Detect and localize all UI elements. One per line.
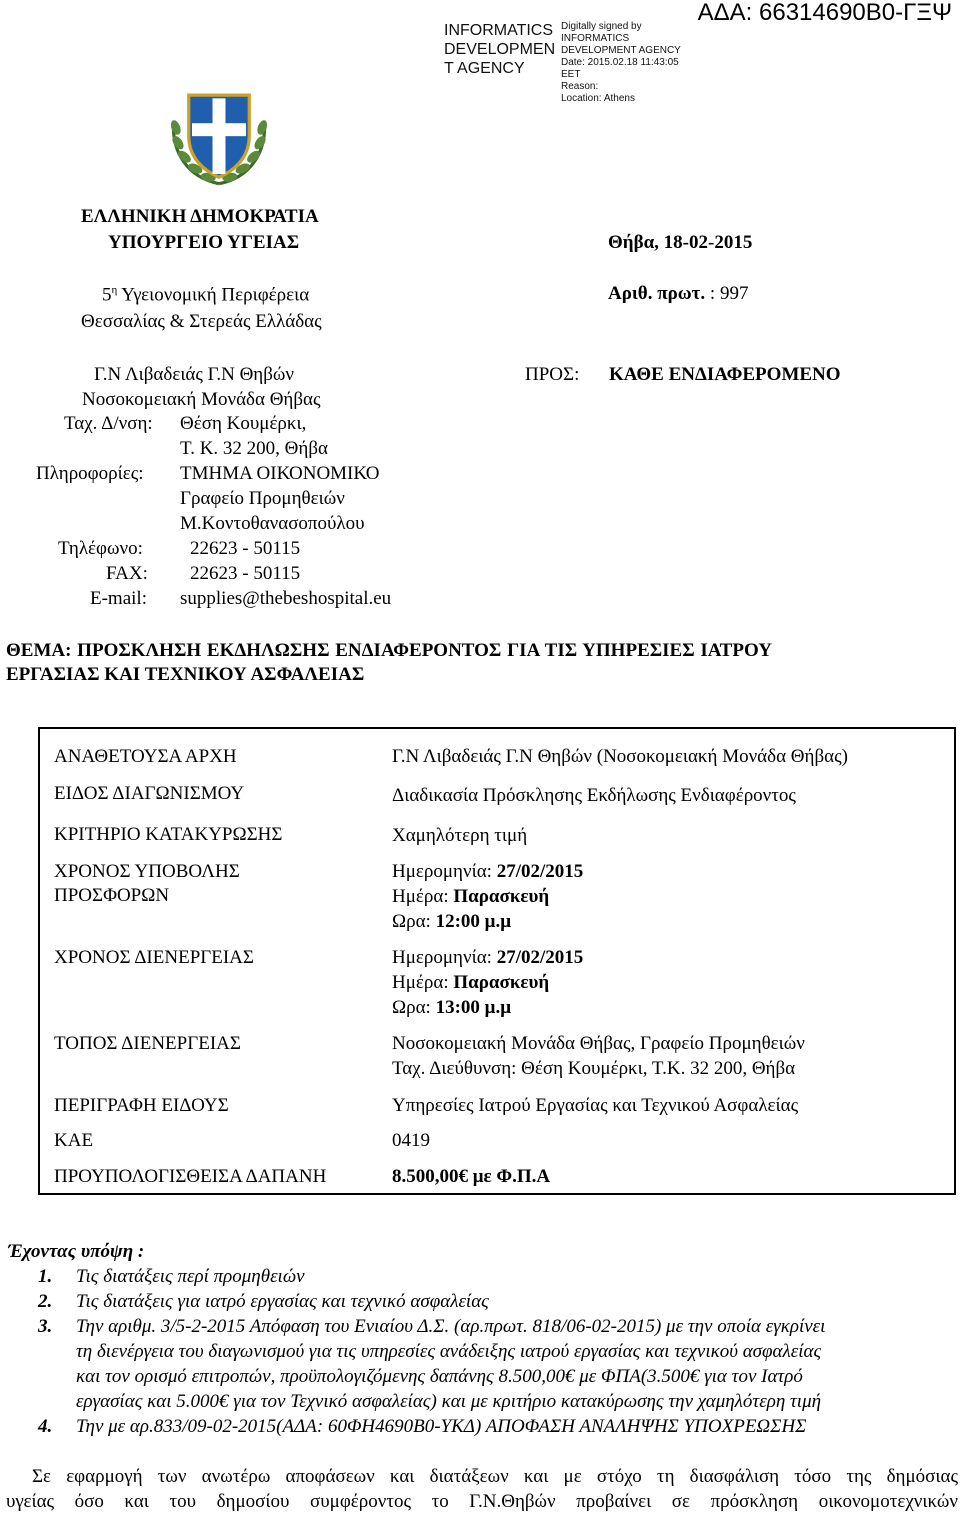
signature-name-line: T AGENCY — [444, 60, 525, 77]
submission-day — [392, 886, 549, 908]
health-region-2: Θεσσαλίας & Στερεάς Ελλάδας — [81, 311, 322, 332]
sender-org: Γ.Ν Λιβαδειάς Γ.Ν Θηβών — [94, 364, 295, 385]
kae-label: ΚΑΕ — [54, 1130, 94, 1151]
conduct-label: ΧΡΟΝΟΣ ΔΙΕΝΕΡΓΕΙΑΣ — [54, 947, 254, 968]
info-department: ΤΜΗΜΑ ΟΙΚΟΝΟΜΙΚΟ — [180, 463, 380, 484]
ada-code: ΑΔΑ: 66314690Β0-ΓΞΨ — [697, 0, 952, 26]
place-value-line-1: Νοσοκομειακή Μονάδα Θήβας, Γραφείο Προμηθειών — [392, 1033, 805, 1054]
submission-date-label: Ημερομηνία: — [392, 861, 497, 882]
conduct-date-label: Ημερομηνία: — [392, 947, 497, 968]
signature-detail-line: Reason: — [561, 81, 599, 92]
signature-name — [444, 21, 560, 78]
considering-item-text: Τις διατάξεις για ιατρό εργασίας και τεχνικό ασφαλείας — [76, 1291, 489, 1312]
ministry-name: ΥΠΟΥΡΓΕΙΟ ΥΓΕΙΑΣ — [108, 232, 300, 253]
signature-detail-line: Date: 2015.02.18 11:43:05 — [561, 57, 679, 68]
address-label: Ταχ. Δ/νση: — [64, 413, 153, 434]
budget-value: 8.500,00€ με Φ.Π.Α — [392, 1166, 551, 1187]
closing-line-2: υγείας όσο και του δημοσίου συμφέροντος το Γ.Ν.Θηβών προβαίνει σε πρόσκληση οικονομοτεχνικών — [6, 1491, 958, 1512]
submission-day-label: Ημέρα: — [392, 886, 454, 907]
submission-day-value: Παρασκευή — [453, 886, 550, 907]
address-line-2: Τ. Κ. 32 200, Θήβα — [180, 438, 328, 459]
signature-detail-line: Location: Athens — [561, 93, 635, 104]
budget-label: ΠΡΟΥΠΟΛΟΓΙΣΘΕΙΣΑ ΔΑΠΑΝΗ — [54, 1166, 327, 1187]
signature-name-line: INFORMATICS — [444, 22, 554, 39]
description-label: ΠΕΡΙΓΡΑΦΗ ΕΙΔΟΥΣ — [54, 1095, 229, 1116]
submission-label-line-2: ΠΡΟΣΦΟΡΩΝ — [54, 885, 170, 906]
tender-type-value: Διαδικασία Πρόσκλησης Εκδήλωσης Ενδιαφέροντος — [392, 785, 796, 806]
considering-item-text: Την με αρ.833/09-02-2015(ΑΔΑ: 60ΦΗ4690Β0-ΥΚΔ) ΑΠΟΦΑΣΗ ΑΝΑΛΗΨΗΣ ΥΠΟΧΡΕΩΣΗΣ — [76, 1416, 807, 1437]
considering-item-number: 3. — [38, 1316, 53, 1337]
submission-time-label: Ωρα: — [392, 911, 436, 932]
description-value: Υπηρεσίες Ιατρού Εργασίας και Τεχνικού Ασφαλείας — [392, 1095, 799, 1116]
tender-type-label: ΕΙΔΟΣ ΔΙΑΓΩΝΙΣΜΟΥ — [54, 783, 245, 804]
conduct-time-value: 13:00 μ.μ — [435, 997, 511, 1018]
fax-label: FAX: — [106, 563, 148, 584]
info-office: Γραφείο Προμηθειών — [180, 488, 345, 509]
conduct-time-label: Ωρα: — [392, 997, 436, 1018]
conduct-day — [392, 972, 549, 994]
signature-detail-line: INFORMATICS — [561, 33, 630, 44]
protocol-value: : 997 — [705, 283, 749, 304]
email-label: E-mail: — [90, 588, 147, 609]
conduct-day-label: Ημέρα: — [392, 972, 454, 993]
address-line-1: Θέση Κουμέρκι, — [180, 413, 307, 434]
phone-value: 22623 - 50115 — [190, 538, 301, 559]
considering-item-text: και τον ορισμό επιτροπών, προϋπολογιζόμενης δαπάνης 8.500,00€ με ΦΠΑ(3.500€ για τον Ιατρό — [76, 1366, 803, 1387]
considering-item-text: Την αριθμ. 3/5-2-2015 Απόφαση του Ενιαίου Δ.Σ. (αρ.πρωτ. 818/06-02-2015) με την οποία εγκρίνει — [76, 1316, 826, 1337]
fax-value: 22623 - 50115 — [190, 563, 301, 584]
considering-item-text: τη διενέργεια του διαγωνισμού για τις υπηρεσίες ανάδειξης ιατρού εργασίας και τεχνικού ασφαλείας — [76, 1341, 822, 1362]
region-name: Υγειονομική Περιφέρεια — [117, 284, 310, 306]
signature-detail-line: DEVELOPMENT AGENCY — [561, 45, 681, 56]
region-number: 5 — [102, 284, 112, 306]
protocol-number — [608, 283, 748, 305]
considering-item-text: Τις διατάξεις περί προμηθειών — [76, 1266, 305, 1287]
conduct-date-value: 27/02/2015 — [496, 947, 584, 968]
recipient-label: ΠΡΟΣ: — [525, 364, 580, 385]
document-date: Θήβα, 18-02-2015 — [608, 232, 753, 253]
submission-date-value: 27/02/2015 — [496, 861, 584, 882]
phone-label: Τηλέφωνο: — [58, 538, 143, 559]
place-value-line-2: Ταχ. Διεύθυνση: Θέση Κουμέρκι, Τ.Κ. 32 200, Θήβα — [392, 1058, 796, 1079]
closing-line-1: Σε εφαρμογή των ανωτέρω αποφάσεων και διατάξεων και με στόχο τη διασφάλιση τόσο της δημόσιας — [32, 1466, 958, 1487]
conduct-date — [392, 947, 583, 969]
subject-line-1: ΘΕΜΑ: ΠΡΟΣΚΛΗΣΗ ΕΚΔΗΛΩΣΗΣ ΕΝΔΙΑΦΕΡΟΝΤΟΣ ΓΙΑ ΤΙΣ ΥΠΗΡΕΣΙΕΣ ΙΑΤΡΟΥ — [6, 640, 772, 661]
health-region — [102, 279, 309, 306]
considering-heading: Έχοντας υπόψη : — [8, 1241, 145, 1262]
signature-name-line: DEVELOPMEN — [444, 41, 556, 58]
conduct-day-value: Παρασκευή — [453, 972, 550, 993]
authority-label: ΑΝΑΘΕΤΟΥΣΑ ΑΡΧΗ — [54, 746, 237, 767]
signature-detail-line: EET — [561, 69, 581, 80]
protocol-label: Αριθ. πρωτ. — [608, 283, 706, 304]
authority-value: Γ.Ν Λιβαδειάς Γ.Ν Θηβών (Νοσοκομειακή Μονάδα Θήβας) — [392, 746, 848, 767]
sender-unit: Νοσοκομειακή Μονάδα Θήβας — [82, 389, 321, 410]
considering-item-number: 1. — [38, 1266, 53, 1287]
subject-line-2: ΕΡΓΑΣΙΑΣ ΚΑΙ ΤΕΧΝΙΚΟΥ ΑΣΦΑΛΕΙΑΣ — [6, 664, 365, 685]
country-name: ΕΛΛΗΝΙΚΗ ΔΗΜΟΚΡΑΤΙΑ — [81, 206, 319, 227]
recipient-value: ΚΑΘΕ ΕΝΔΙΑΦΕΡΟΜΕΝΟ — [609, 364, 841, 385]
conduct-time — [392, 997, 511, 1019]
criterion-label: ΚΡΙΤΗΡΙΟ ΚΑΤΑΚΥΡΩΣΗΣ — [54, 824, 283, 845]
email-value[interactable]: supplies@thebeshospital.eu — [180, 588, 392, 609]
considering-item-number: 4. — [38, 1416, 53, 1437]
region-ordinal: η — [111, 284, 118, 296]
info-contact-person: Μ.Κοντοθανασοπούλου — [180, 513, 365, 534]
criterion-value: Χαμηλότερη τιμή — [392, 825, 528, 846]
place-label: ΤΟΠΟΣ ΔΙΕΝΕΡΓΕΙΑΣ — [54, 1033, 241, 1054]
greek-emblem-icon — [165, 80, 273, 188]
signature-detail-line: Digitally signed by — [561, 21, 642, 32]
considering-item-number: 2. — [38, 1291, 53, 1312]
kae-value: 0419 — [392, 1130, 430, 1151]
signature-details — [561, 21, 681, 105]
info-label: Πληροφορίες: — [36, 463, 144, 484]
submission-date — [392, 861, 583, 883]
submission-time-value: 12:00 μ.μ — [435, 911, 511, 932]
submission-time — [392, 911, 511, 933]
considering-item-text: εργασίας και 5.000€ για τον Τεχνικό ασφαλείας) και με κριτήριο κατακύρωσης την χαμηλότερη τιμή — [76, 1391, 822, 1412]
submission-label-line-1: ΧΡΟΝΟΣ ΥΠΟΒΟΛΗΣ — [54, 861, 240, 882]
